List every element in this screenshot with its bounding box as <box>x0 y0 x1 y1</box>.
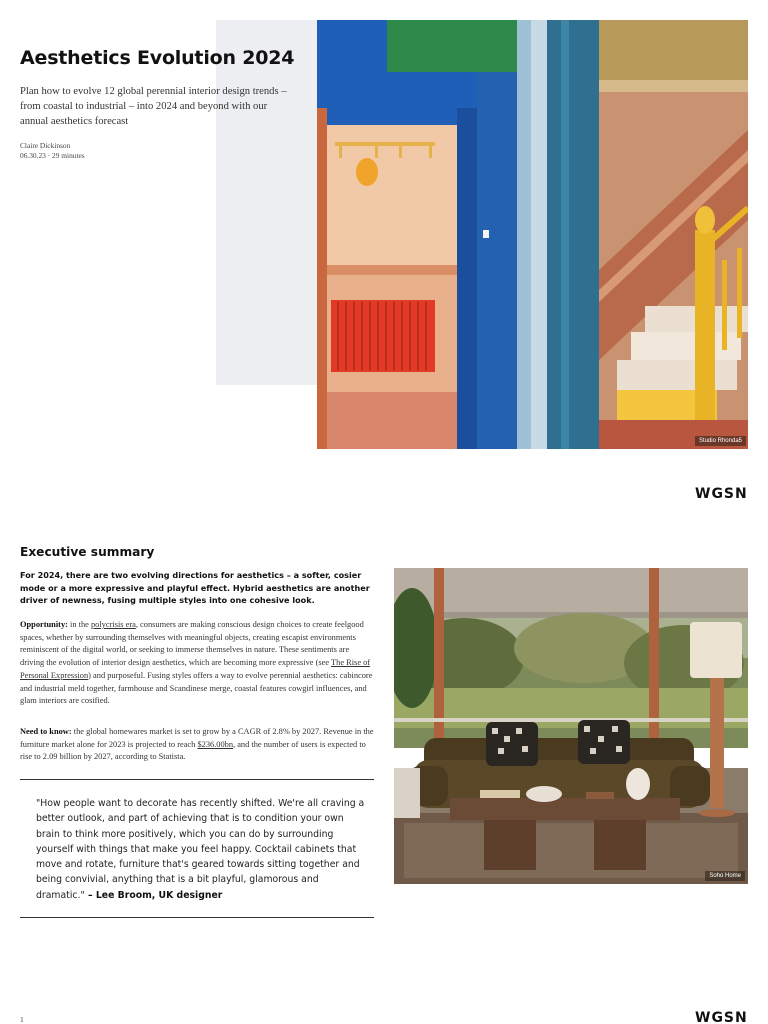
quote-top-divider <box>20 779 374 780</box>
hero-interior-photo <box>317 20 748 449</box>
summary-lede: For 2024, there are two evolving directions for aesthetics – a softer, cosier mode or a more expressive and playful effect. Hybrid aesthetics are another driver of newness, fusing multiple styles into one cohesive look. <box>20 570 370 605</box>
need-to-know-label: Need to know: <box>20 727 72 736</box>
opportunity-label: Opportunity: <box>20 620 68 629</box>
need-to-know-text-1: the global homewares market is set to grow by a CAGR of 2.8% by 2027. Revenue in the furniture market alone for 2023 is projected to reach <box>20 727 374 749</box>
quote-attribution: – Lee Broom, UK designer <box>84 889 223 901</box>
designer-quote <box>36 796 366 903</box>
polycrisis-link[interactable]: polycrisis era <box>90 620 136 629</box>
wgsn-logo-footer: WGSN <box>695 1010 748 1024</box>
quote-bottom-divider <box>20 917 374 918</box>
page-subtitle: Plan how to evolve 12 global perennial interior design trends – from coastal to industrial – into 2024 and beyond with our annual aesthetics forecast <box>20 86 287 127</box>
opportunity-text-1: in the <box>67 620 91 629</box>
author-name: Claire Dickinson <box>20 141 71 150</box>
opportunity-text-2: , consumers are making conscious design choices to create feelgood spaces, whether by surrounding themselves with meaningful objects, creating escapist environments reminiscent of the digital world, or seeking to immerse themselves in nature. These sentiments are driving the evolution of interior design aesthetics, which are becoming more expressive (see <box>20 620 364 668</box>
hero-interior-illustration <box>317 20 748 449</box>
wgsn-logo: WGSN <box>695 486 748 502</box>
hero-background-panel <box>216 20 320 385</box>
page-number: 1 <box>20 1015 24 1024</box>
publish-meta: 06.30.23 · 29 minutes <box>20 151 85 160</box>
hero-photo-credit: Studio Rhonda5 <box>695 436 746 446</box>
need-to-know-paragraph <box>20 726 375 764</box>
section-heading: Executive summary <box>20 545 155 559</box>
need-to-know-text-2: , and the number of users is expected to rise to 2.09 billion by 2027, according to Statista. <box>20 739 366 762</box>
quote-text: "How people want to decorate has recently shifted. We're all craving a better outlook, and part of achieving that is to condition your own brain to think more positively, which you can do by surrounding yourself with things that make you feel happy. Cocktail cabinets that move and rotate, furniture that's geared towards sitting together and being convivial, anything that is a bit playful, glamorous and dramatic." <box>36 798 365 901</box>
opportunity-paragraph <box>20 619 375 708</box>
living-room-photo <box>394 568 748 884</box>
page-title: Aesthetics Evolution 2024 <box>20 47 295 69</box>
opportunity-text-3: ) and purposeful. Fusing styles offers a way to evolve perennial aesthetics: cabincore and industrial meld together, farmhouse and Scandinese merge, coastal features cowgirl influences, and glam interiors are cosified. <box>20 670 373 706</box>
living-room-illustration <box>394 568 748 884</box>
room-photo-credit: Soho Home <box>705 871 745 881</box>
personal-expression-link[interactable]: The Rise of Personal Expression <box>20 658 371 680</box>
revenue-link[interactable]: $236.00bn <box>197 739 234 749</box>
